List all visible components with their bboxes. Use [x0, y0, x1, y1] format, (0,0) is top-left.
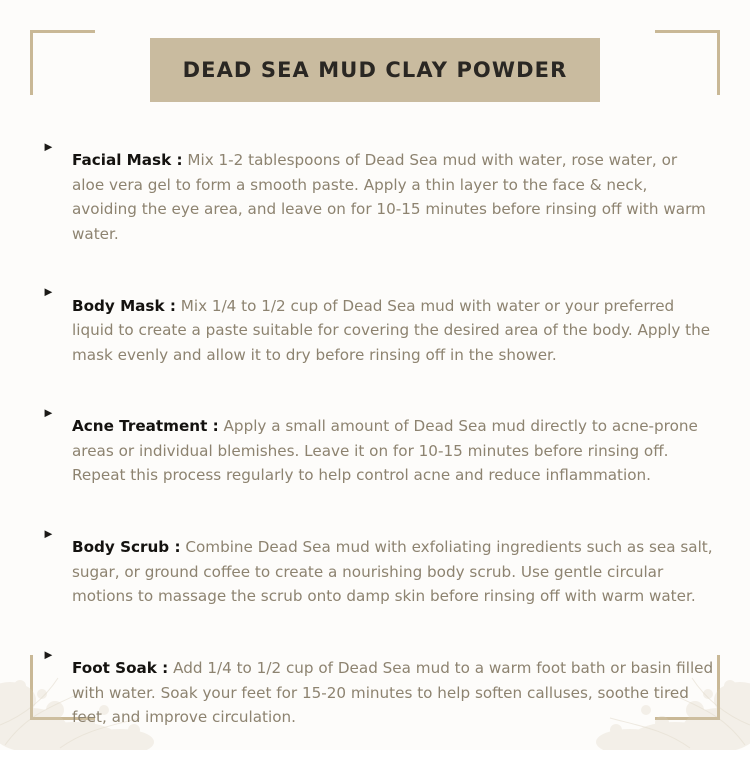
bullet-arrow-icon: ►: [42, 405, 55, 421]
list-item-label: Body Scrub :: [72, 538, 181, 557]
bullet-arrow-icon: ►: [42, 647, 55, 662]
list-item-body: Mix 1-2 tablespoons of Dead Sea mud with water, rose water, or aloe vera gel to form a smooth paste. Apply a thin layer to the face & neck, avoiding the eye area, and leave on for 10-15 minutes before rinsing off with warm water.: [72, 151, 706, 243]
bullet-arrow-icon: ►: [42, 284, 55, 300]
list-item-text: [72, 535, 714, 609]
list-item: [42, 520, 714, 624]
list-item: [42, 133, 714, 261]
page-title: DEAD SEA MUD CLAY POWDER: [182, 58, 568, 82]
list-item-body: Add 1/4 to 1/2 cup of Dead Sea mud to a warm foot bath or basin filled with water. Soak your feet for 15-20 minutes to help soften calluses, soothe tired feet, and improve circulation.: [72, 659, 714, 727]
corner-ornament-top-left: [30, 30, 95, 95]
list-item-body: Apply a small amount of Dead Sea mud directly to acne-prone areas or individual blemishes. Leave it on for 10-15 minutes before rinsing off. Repeat this process regularly to help control acne and reduce inflammation.: [72, 417, 698, 485]
list-item-label: Acne Treatment :: [72, 417, 219, 436]
list-item-label: Foot Soak :: [72, 659, 169, 678]
list-item-body: Combine Dead Sea mud with exfoliating ingredients such as sea salt, sugar, or ground coffee to create a nourishing body scrub. Use gentle circular motions to massage the scrub onto damp skin before rinsing off with warm water.: [72, 538, 713, 606]
list-item-text: [72, 148, 714, 246]
instructions-list: [42, 133, 714, 762]
bullet-arrow-icon: ►: [42, 526, 55, 542]
list-item: [42, 641, 714, 745]
list-item-label: Body Mask :: [72, 296, 176, 315]
list-item-text: [72, 414, 714, 488]
list-item: [42, 278, 714, 382]
list-item-text: [72, 656, 714, 730]
list-item-label: Facial Mask :: [72, 151, 183, 170]
list-item-text: [72, 294, 714, 368]
list-item: [42, 399, 714, 503]
bullet-arrow-icon: ►: [42, 139, 55, 154]
corner-ornament-top-right: [655, 30, 720, 95]
title-banner: [150, 38, 600, 102]
list-item-body: Mix 1/4 to 1/2 cup of Dead Sea mud with water or your preferred liquid to create a paste suitable for covering the desired area of the body. Apply the mask evenly and allow it to dry before rinsing off in the shower.: [72, 296, 711, 364]
